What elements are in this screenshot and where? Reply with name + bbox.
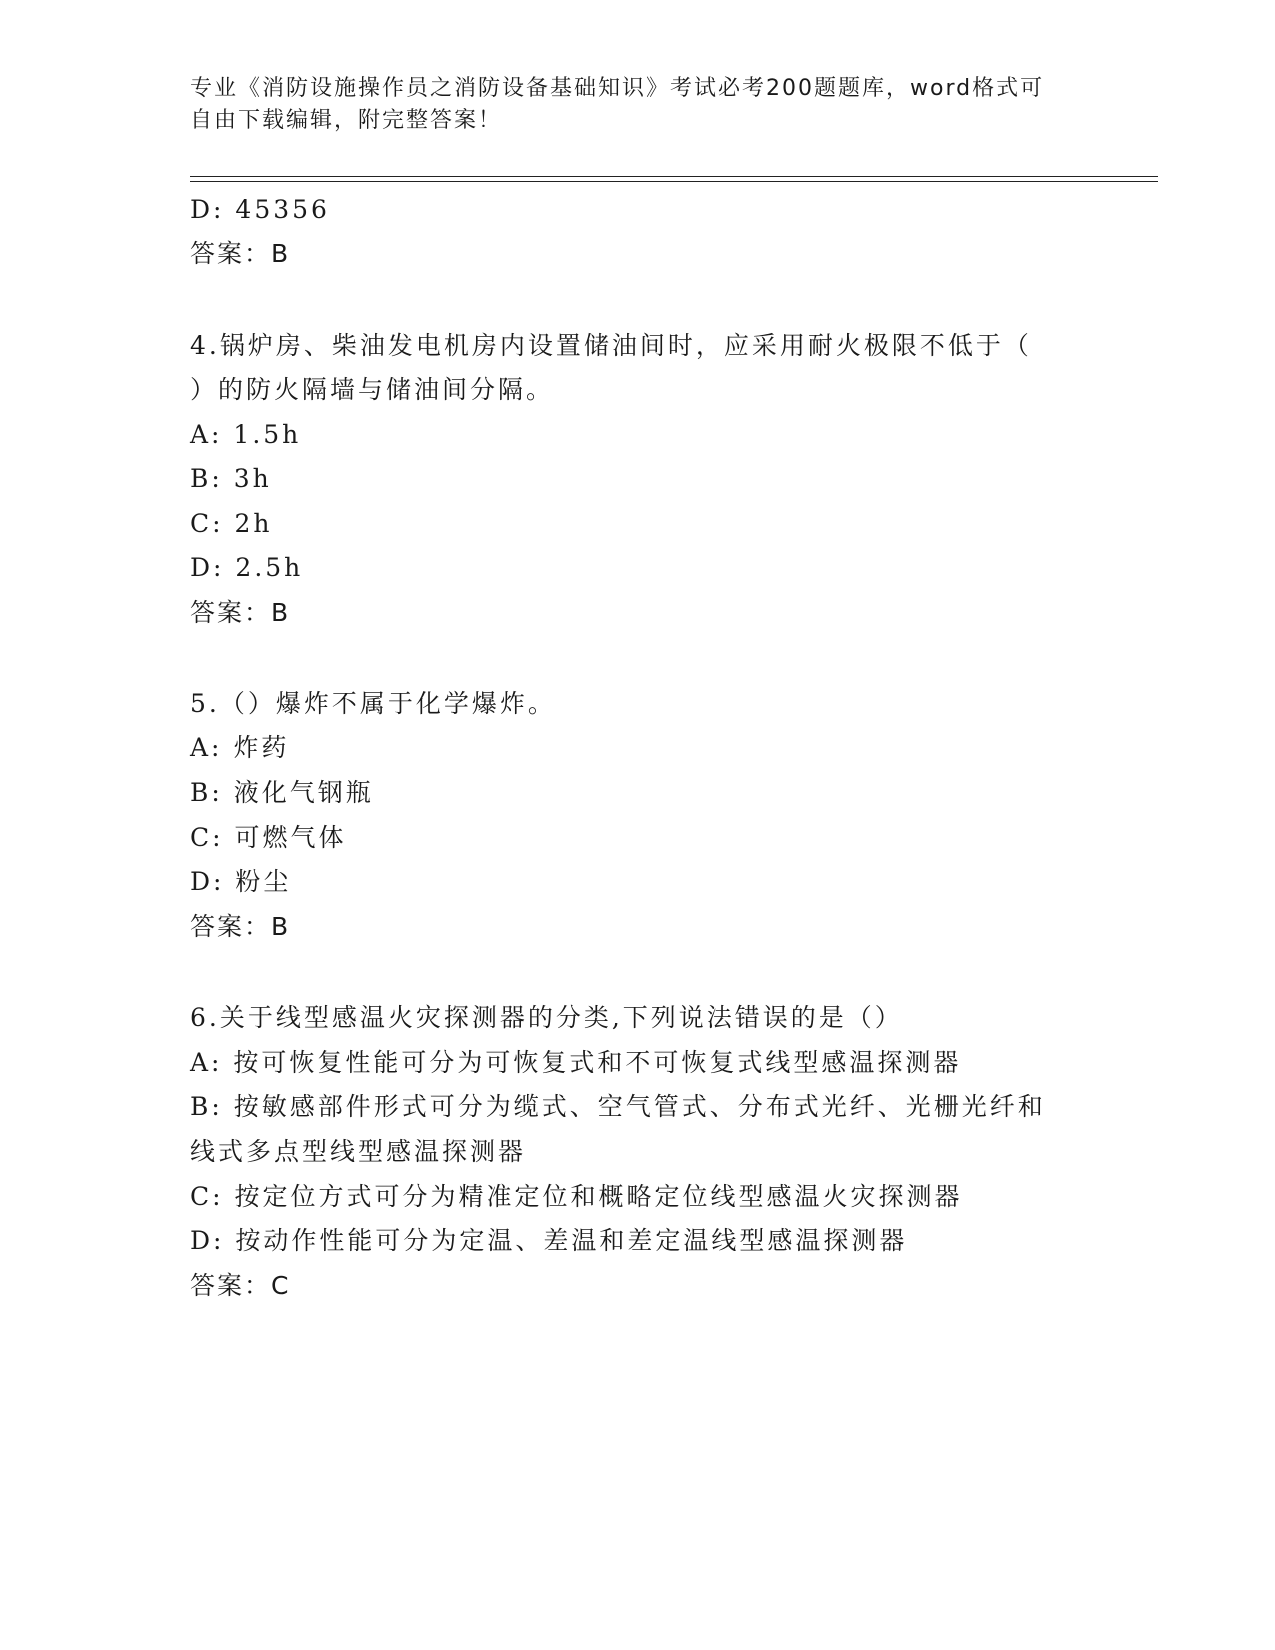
q4-option-d: D: 2.5h <box>190 553 304 582</box>
q6-option-a: A: 按可恢复性能可分为可恢复式和不可恢复式线型感温探测器 <box>190 1048 962 1077</box>
header-title-line-2: 自由下载编辑，附完整答案！ <box>190 108 503 133</box>
q4-stem-line-2: ）的防火隔墙与储油间分隔。 <box>190 375 555 404</box>
q6-option-d: D: 按动作性能可分为定温、差温和差定温线型感温探测器 <box>190 1226 908 1255</box>
q6-option-b-line-2: 线式多点型线型感温探测器 <box>190 1137 527 1166</box>
q4-option-c: C: 2h <box>190 509 273 538</box>
q5-answer: 答案：B <box>190 912 291 941</box>
q3-option-d: D: 45356 <box>190 195 330 224</box>
q5-stem: 5.（）爆炸不属于化学爆炸。 <box>190 689 556 718</box>
q5-option-c: C: 可燃气体 <box>190 823 347 852</box>
header-divider-top <box>190 176 1158 177</box>
q4-option-b: B: 3h <box>190 464 272 493</box>
q6-option-c: C: 按定位方式可分为精准定位和概略定位线型感温火灾探测器 <box>190 1182 963 1211</box>
q5-option-a: A: 炸药 <box>190 733 290 762</box>
q3-answer: 答案：B <box>190 239 291 268</box>
q4-answer: 答案：B <box>190 598 291 627</box>
q5-option-d: D: 粉尘 <box>190 867 292 896</box>
q5-option-b: B: 液化气钢瓶 <box>190 778 374 807</box>
header-divider-bottom <box>190 181 1158 182</box>
q6-option-b-line-1: B: 按敏感部件形式可分为缆式、空气管式、分布式光纤、光栅光纤和 <box>190 1092 1046 1121</box>
header-title-line-1: 专业《消防设施操作员之消防设备基础知识》考试必考200题题库，word格式可 <box>190 76 1045 101</box>
q4-stem-line-1: 4.锅炉房、柴油发电机房内设置储油间时，应采用耐火极限不低于（ <box>190 331 1032 360</box>
q6-stem: 6.关于线型感温火灾探测器的分类,下列说法错误的是（） <box>190 1003 903 1032</box>
q4-option-a: A: 1.5h <box>190 420 302 449</box>
q6-answer: 答案：C <box>190 1271 291 1300</box>
